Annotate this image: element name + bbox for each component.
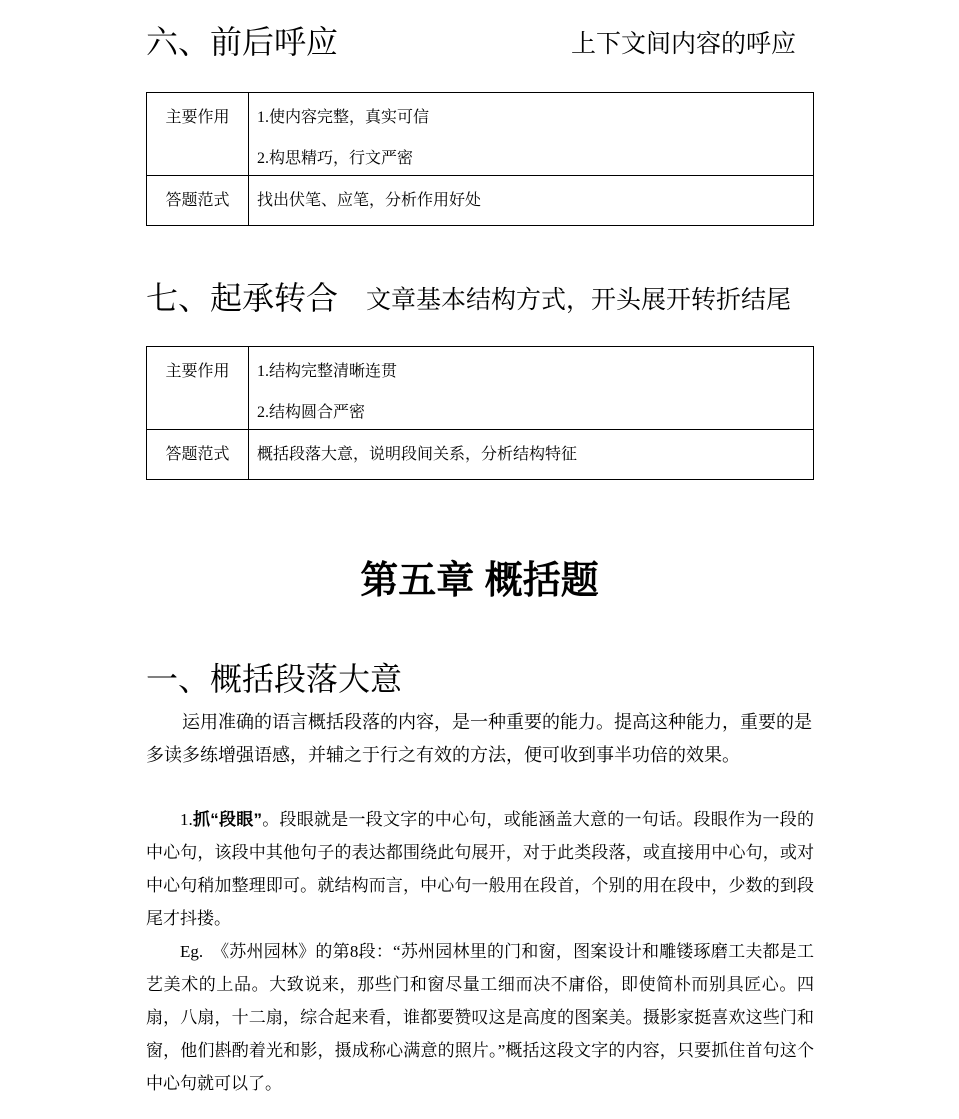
section6-title: 六、前后呼应 bbox=[146, 24, 339, 60]
table-row bbox=[147, 430, 814, 480]
section7-subtitle: 文章基本结构方式，开头展开转折结尾 bbox=[366, 286, 792, 314]
example-paragraph: Eg. 《苏州园林》的第8段：“苏州园林里的门和窗，图案设计和雕镂琢磨工夫都是工艺美术的上品。大致说来，那些门和窗尽量工细而决不庸俗，即使简朴而别具匠心。四扇，八扇，十二扇，综合起来看，谁都要赞叹这是高度的图案美。摄影家挺喜欢这些门和窗，他们斟酌着光和影，摄成称心满意的照片。”概括这段文字的内容，只要抓住首句这个中心句就可以了。 bbox=[146, 942, 814, 1093]
table-row bbox=[147, 93, 814, 176]
section7-title: 七、起承转合 bbox=[146, 280, 339, 316]
table-row bbox=[147, 176, 814, 226]
table-row bbox=[147, 347, 814, 430]
row-label: 答题范式 bbox=[147, 430, 249, 480]
section7-table bbox=[146, 346, 814, 480]
section6-subtitle: 上下文间内容的呼应 bbox=[571, 30, 797, 58]
point1-keyword: 抓“段眼” bbox=[192, 810, 262, 829]
row-value-line: 2.构思精巧，行文严密 bbox=[257, 150, 414, 167]
row-label: 答题范式 bbox=[147, 176, 249, 226]
row-value-line: 1.使内容完整，真实可信 bbox=[257, 109, 430, 126]
row-value: 概括段落大意，说明段间关系，分析结构特征 bbox=[249, 430, 814, 480]
intro-paragraph: 运用准确的语言概括段落的内容，是一种重要的能力。提高这种能力，重要的是多读多练增强语感，并辅之于行之有效的方法，便可收到事半功倍的效果。 bbox=[146, 712, 812, 765]
chapter-title: 第五章 概括题 bbox=[360, 560, 599, 602]
point1-paragraph: 1.抓“段眼”。段眼就是一段文字的中心句，或能涵盖大意的一句话。段眼作为一段的中心句，该段中其他句子的表达都围绕此句展开，对于此类段落，或直接用中心句，或对中心句稍加整理即可。就结构而言，中心句一般用在段首，个别的用在段中，少数的到段尾才抖搂。 bbox=[146, 810, 814, 928]
row-value: 找出伏笔、应笔，分析作用好处 bbox=[249, 176, 814, 226]
row-value-line: 1.结构完整清晰连贯 bbox=[257, 363, 398, 380]
section1-title: 一、概括段落大意 bbox=[146, 661, 403, 697]
row-label: 主要作用 bbox=[147, 93, 249, 176]
row-value-line: 2.结构圆合严密 bbox=[257, 404, 366, 421]
row-label: 主要作用 bbox=[147, 347, 249, 430]
section6-table bbox=[146, 92, 814, 226]
